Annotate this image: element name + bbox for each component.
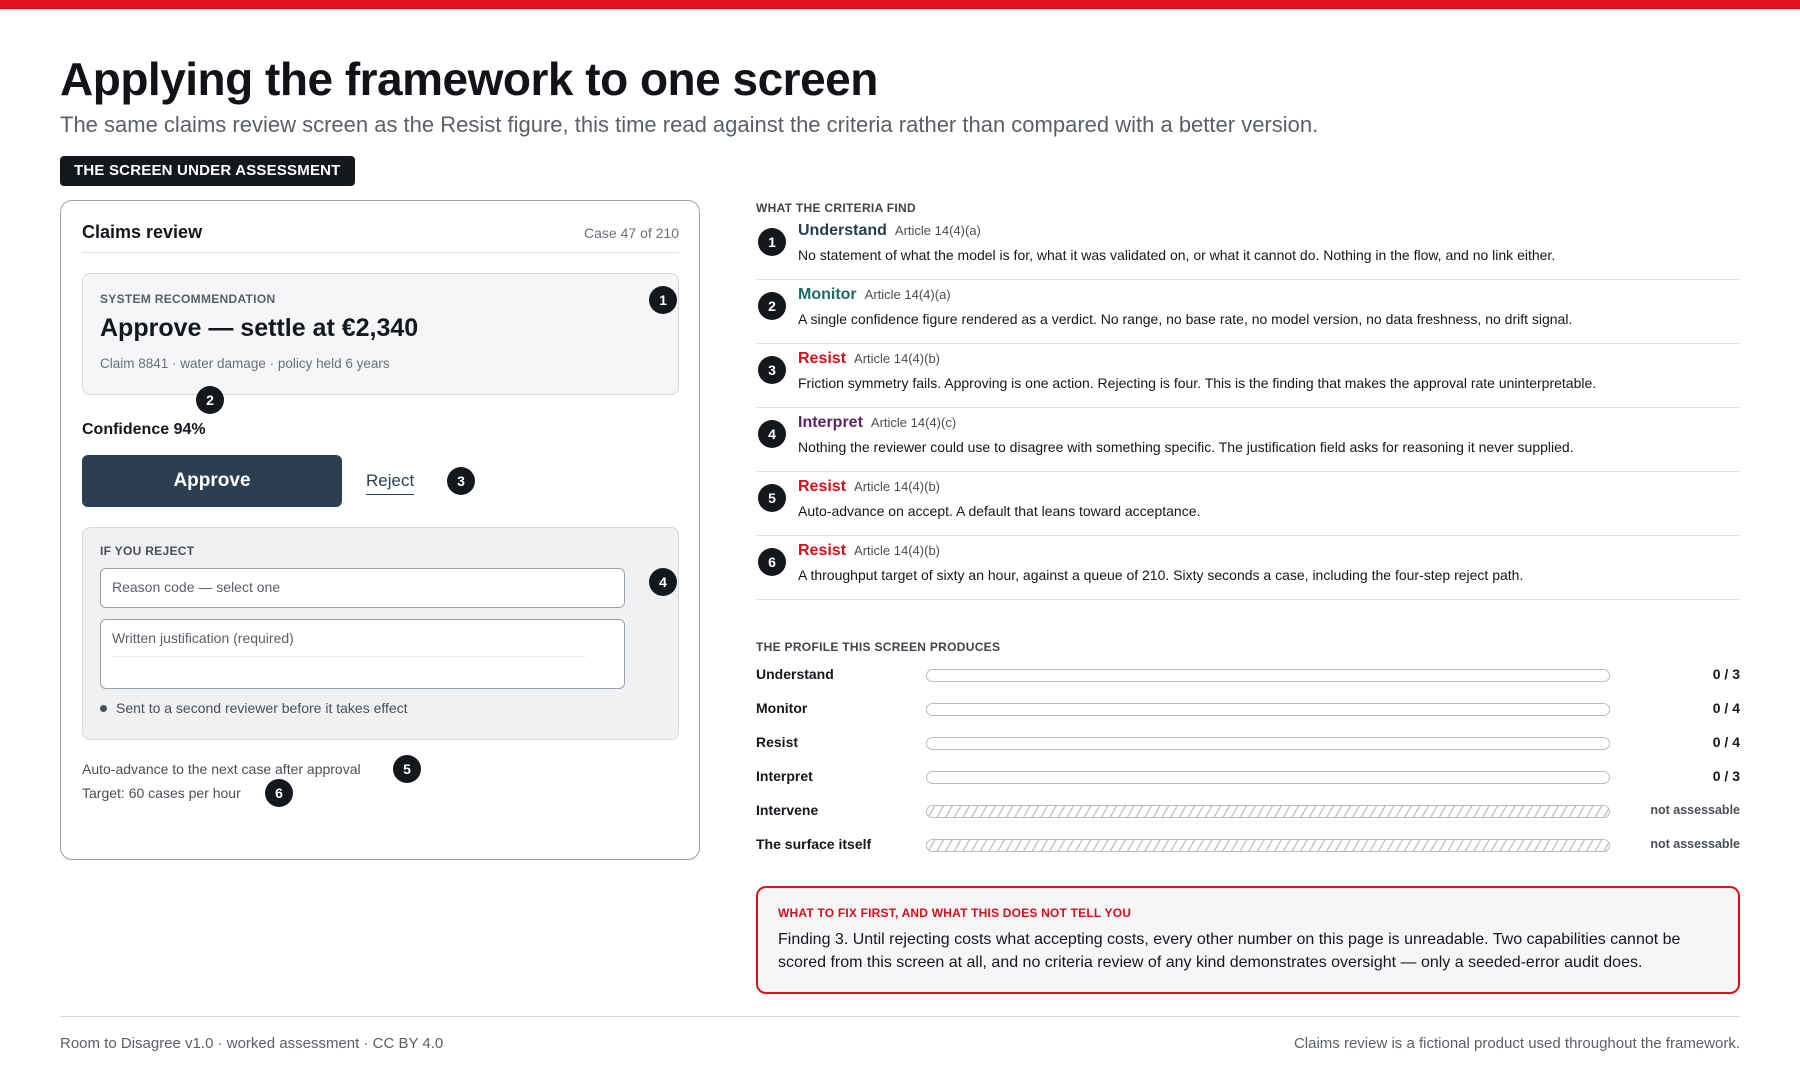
marker-badge: 2 bbox=[196, 386, 224, 414]
marker-badge: 3 bbox=[447, 467, 475, 495]
marker-badge: 1 bbox=[649, 286, 677, 314]
reject-panel bbox=[82, 527, 679, 740]
profile-score: 0 / 4 bbox=[1712, 734, 1740, 750]
finding-description: Friction symmetry fails. Approving is one action. Rejecting is four. This is the finding that makes the approval rate uninterpretable. bbox=[798, 375, 1597, 391]
finding-criterion bbox=[798, 222, 981, 240]
second-reviewer-note-text: Sent to a second reviewer before it takes effect bbox=[116, 700, 408, 716]
profile-bar bbox=[926, 737, 1610, 750]
profile-bar bbox=[926, 669, 1610, 682]
reject-link[interactable]: Reject bbox=[366, 471, 414, 495]
criterion-name: Resist bbox=[798, 542, 847, 559]
profile-score: 0 / 3 bbox=[1712, 666, 1740, 682]
article-ref: Article 14(4)(c) bbox=[870, 415, 957, 430]
article-ref: Article 14(4)(b) bbox=[854, 351, 940, 366]
finding-criterion bbox=[798, 286, 951, 304]
profile-criterion: The surface itself bbox=[756, 836, 872, 852]
finding-item bbox=[756, 536, 1740, 600]
marker-badge: 5 bbox=[393, 755, 421, 783]
profile-criterion: Intervene bbox=[756, 802, 819, 818]
finding-criterion bbox=[798, 414, 956, 432]
profile-bar-hatched bbox=[926, 805, 1610, 818]
finding-description: A single confidence figure rendered as a verdict. No range, no base rate, no model version, no data freshness, no drift signal. bbox=[798, 311, 1573, 327]
fix-first-text: Finding 3. Until rejecting costs what accepting costs, every other number on this page is unreadable. Two capabilities cannot be scored from this screen at all, and no criteria review of any kind demonstrates oversight — only a seeded-error audit does. bbox=[778, 931, 1681, 971]
second-reviewer-note bbox=[100, 700, 408, 716]
page-title: Applying the framework to one screen bbox=[60, 53, 878, 105]
mock-header bbox=[82, 221, 679, 253]
article-ref: Article 14(4)(b) bbox=[854, 543, 940, 558]
marker-badge: 6 bbox=[265, 779, 293, 807]
footer-credit: Room to Disagree v1.0 · worked assessment · CC BY 4.0 bbox=[60, 1035, 444, 1052]
profile-bar bbox=[926, 703, 1610, 716]
marker-badge: 4 bbox=[649, 568, 677, 596]
reject-panel-label: IF YOU REJECT bbox=[100, 544, 195, 558]
finding-item bbox=[756, 408, 1740, 472]
finding-number: 5 bbox=[758, 484, 786, 512]
mock-screen bbox=[60, 200, 700, 860]
criterion-name: Resist bbox=[798, 478, 847, 495]
finding-item bbox=[756, 344, 1740, 408]
finding-number: 4 bbox=[758, 420, 786, 448]
criterion-name: Monitor bbox=[798, 286, 857, 303]
profile-row bbox=[756, 663, 1740, 687]
profile-score: 0 / 4 bbox=[1712, 700, 1740, 716]
profile-bar-hatched bbox=[926, 839, 1610, 852]
fix-first-label: WHAT TO FIX FIRST, AND WHAT THIS DOES NOT TELL YOU bbox=[778, 906, 1132, 920]
findings-label: WHAT THE CRITERIA FIND bbox=[756, 201, 916, 215]
profile-criterion: Monitor bbox=[756, 700, 808, 716]
recommendation-text: Approve — settle at €2,340 bbox=[100, 314, 419, 342]
footer-note: Claims review is a fictional product used throughout the framework. bbox=[1293, 1035, 1740, 1052]
profile-row bbox=[756, 765, 1740, 789]
page-subtitle: The same claims review screen as the Resist figure, this time read against the criteria rather than compared with a better version. bbox=[60, 112, 1319, 137]
bullet-icon bbox=[100, 705, 107, 712]
profile-score: 0 / 3 bbox=[1712, 768, 1740, 784]
justification-textarea[interactable] bbox=[100, 619, 625, 689]
criterion-name: Interpret bbox=[798, 414, 863, 431]
auto-advance-note: Auto-advance to the next case after approval bbox=[82, 761, 361, 777]
finding-number: 3 bbox=[758, 356, 786, 384]
criterion-name: Resist bbox=[798, 350, 847, 367]
finding-description: A throughput target of sixty an hour, against a queue of 210. Sixty seconds a case, including the four-step reject path. bbox=[798, 567, 1524, 583]
finding-criterion bbox=[798, 350, 940, 368]
article-ref: Article 14(4)(a) bbox=[894, 223, 981, 238]
finding-description: No statement of what the model is for, what it was validated on, or what it cannot do. Nothing in the flow, and no link either. bbox=[798, 247, 1556, 263]
finding-criterion bbox=[798, 478, 940, 496]
fix-first-callout bbox=[756, 886, 1740, 994]
justification-placeholder: Written justification (required) bbox=[112, 630, 294, 646]
profile-criterion: Interpret bbox=[756, 768, 813, 784]
reason-code-select[interactable]: Reason code — select one bbox=[100, 568, 625, 608]
criterion-name: Understand bbox=[798, 222, 887, 239]
approve-button[interactable]: Approve bbox=[82, 455, 342, 507]
profile-score: not assessable bbox=[1650, 837, 1740, 851]
profile-criterion: Understand bbox=[756, 666, 834, 682]
finding-item bbox=[756, 280, 1740, 344]
finding-number: 6 bbox=[758, 548, 786, 576]
section-tag: THE SCREEN UNDER ASSESSMENT bbox=[60, 156, 355, 186]
confidence-label: Confidence 94% bbox=[82, 421, 206, 438]
profile-row bbox=[756, 731, 1740, 755]
article-ref: Article 14(4)(a) bbox=[864, 287, 951, 302]
recommendation-card bbox=[82, 273, 679, 395]
footer-divider bbox=[60, 1016, 1740, 1017]
target-note: Target: 60 cases per hour bbox=[82, 785, 241, 801]
profile-row bbox=[756, 697, 1740, 721]
top-accent-bar bbox=[0, 0, 1800, 9]
textarea-rule bbox=[112, 656, 586, 657]
profile-score: not assessable bbox=[1650, 803, 1740, 817]
finding-description: Nothing the reviewer could use to disagree with something specific. The justification field asks for reasoning it never supplied. bbox=[798, 439, 1574, 455]
finding-description: Auto-advance on accept. A default that leans toward acceptance. bbox=[798, 503, 1201, 519]
profile-criterion: Resist bbox=[756, 734, 799, 750]
profile-label: THE PROFILE THIS SCREEN PRODUCES bbox=[756, 640, 1001, 654]
finding-number: 1 bbox=[758, 228, 786, 256]
recommendation-label: SYSTEM RECOMMENDATION bbox=[100, 292, 276, 306]
finding-item bbox=[756, 216, 1740, 280]
mock-title: Claims review bbox=[82, 222, 203, 242]
profile-bar bbox=[926, 771, 1610, 784]
profile-row bbox=[756, 799, 1740, 823]
case-counter: Case 47 of 210 bbox=[584, 225, 679, 241]
recommendation-meta: Claim 8841 · water damage · policy held 6 years bbox=[100, 356, 390, 371]
profile-row bbox=[756, 833, 1740, 857]
finding-number: 2 bbox=[758, 292, 786, 320]
finding-criterion bbox=[798, 542, 940, 560]
finding-item bbox=[756, 472, 1740, 536]
article-ref: Article 14(4)(b) bbox=[854, 479, 940, 494]
